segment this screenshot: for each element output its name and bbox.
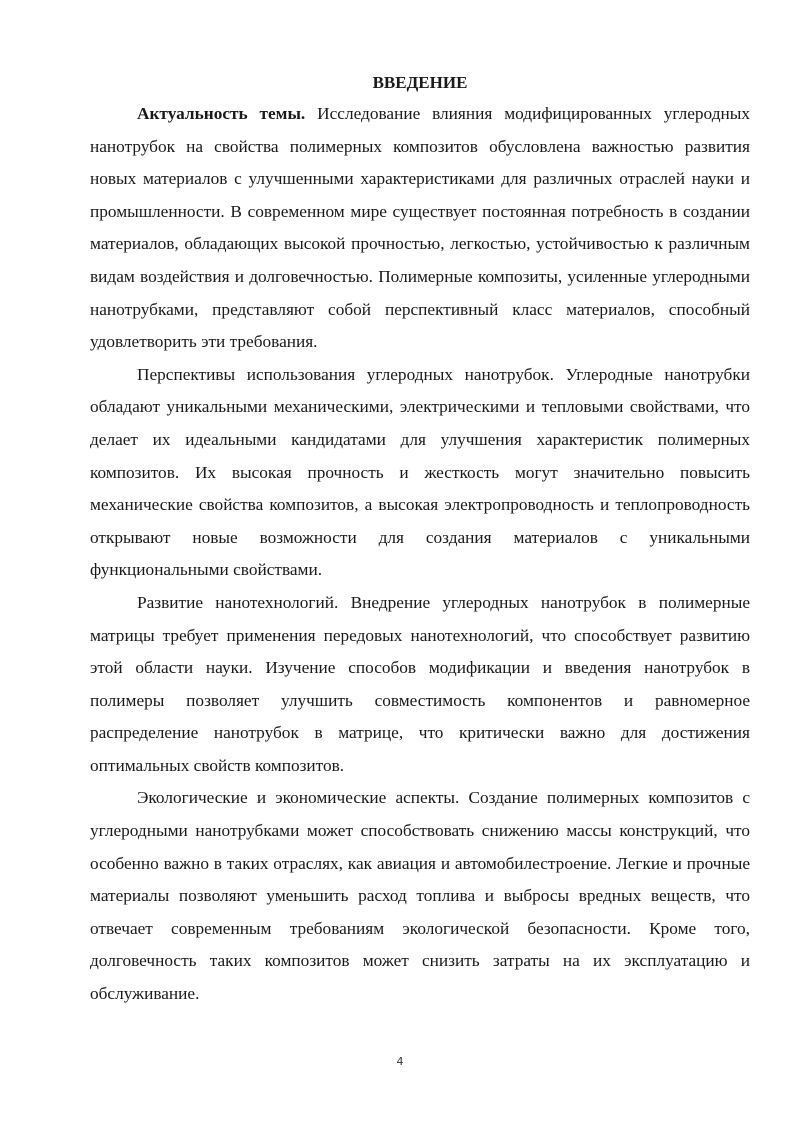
paragraph-prospects: Перспективы использования углеродных нанотрубок. Углеродные нанотрубки обладают уникальными механическими, электрическими и тепловыми свойствами, что делает их идеальными кандидатами для улучшения характеристик полимерных композитов. Их высокая прочность и жесткость могут значительно повысить механические свойства композитов, а высокая электропроводность и теплопроводность открывают новые возможности для создания материалов с уникальными функциональными свойствами. — [90, 364, 750, 580]
page-number: 4 — [396, 1055, 404, 1068]
paragraph-text: Исследование влияния модифицированных углеродных нанотрубок на свойства полимерных композитов обусловлена важностью развития новых материалов с улучшенными характеристиками для различных отраслей науки и промышленности. В современном мире существует постоянная потребность в создании материалов, обладающих высокой прочностью, легкостью, устойчивостью к различным видам воздействия и долговечностью. Полимерные композиты, усиленные углеродными нанотрубками, представляют собой перспективный класс материалов, способный удовлетворить эти требования. — [90, 104, 750, 352]
document-page — [90, 72, 750, 1011]
paragraph-relevance — [90, 98, 750, 359]
section-heading: ВВЕДЕНИЕ — [372, 73, 468, 92]
paragraph-nanotech: Развитие нанотехнологий. Внедрение углеродных нанотрубок в полимерные матрицы требует применения передовых нанотехнологий, что способствует развитию этой области науки. Изучение способов модификации и введения нанотрубок в полимеры позволяет улучшить совместимость компонентов и равномерное распределение нанотрубок в матрице, что критически важно для достижения оптимальных свойств композитов. — [90, 592, 750, 775]
paragraph-ecology: Экологические и экономические аспекты. Создание полимерных композитов с углеродными нанотрубками может способствовать снижению массы конструкций, что особенно важно в таких отраслях, как авиация и автомобилестроение. Легкие и прочные материалы позволяют уменьшить расход топлива и выбросы вредных веществ, что отвечает современным требованиям экологической безопасности. Кроме того, долговечность таких композитов может снизить затраты на их эксплуатацию и обслуживание. — [90, 788, 750, 1004]
paragraph-lead-bold: Актуальность темы. — [137, 104, 306, 123]
